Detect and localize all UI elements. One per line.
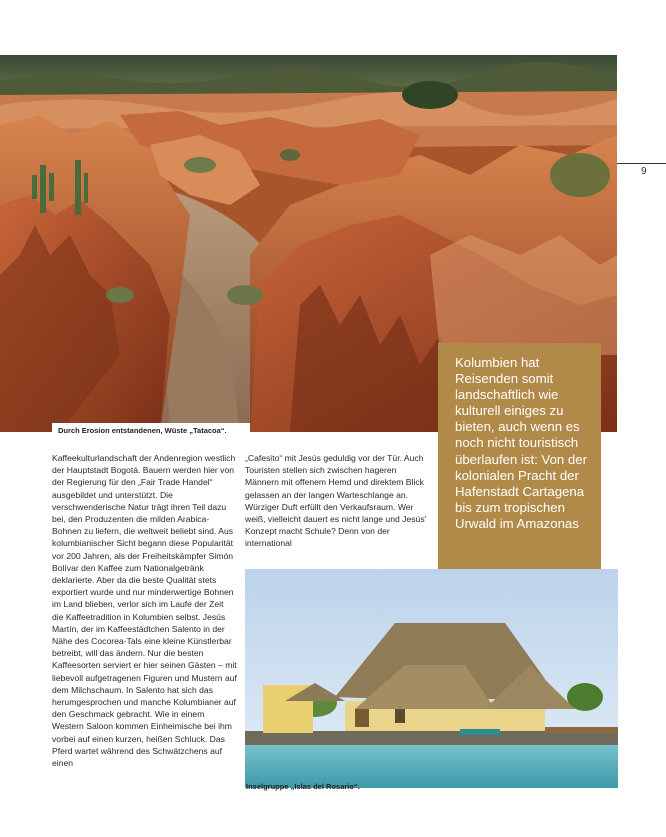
island-hut-illustration <box>245 569 618 788</box>
page-number: 9 <box>641 166 647 177</box>
body-paragraph-left: Kaffeekulturlandschaft der Andenregion westlich der Hauptstadt Bogotá. Bauern werden hier von der Regierung für den „Fair Trade Handel“ ausgebildet und unterstützt. Die verschwenderische Natur trägt ihren Teil dazu bei, den Produzenten die milden Arabica-Bohnen zu liefern, die weltweit beliebt sind. Aus kolumbianischer Sicht begann diese Popularität vor 200 Jahren, als der Freiheitskämpfer Simón Bolívar den Kaffee zum Nationalgetränk deklarierte. Aber da die beste Qualität stets exportiert wurde und nur minderwertige Bohnen im Land blieben, verlor sich im Laufe der Zeit die Kaffeetradition in Kolumbien selbst. Jesús Martín, der im Kaffeestädtchen Salento in der Nähe des Cocorea-Tals eine kleine Künstlerbar betreibt, will das ändern. Nur die besten Kaffeesorten serviert er hier seinen Gästen – mit liebevoll aufgetragenen Figuren und Mustern auf dem Milchschaum. In Salento hat sich das herumgesprochen und manche Kolumbianer auf den Geschmack gebracht. Wie in einem Western Saloon kommen Einheimische bei ihm vorbei auf einen kurzen, heißen Schluck. Das Pferd wartet während des Schwätzchens auf einen <box>52 453 237 769</box>
pull-quote-text: Kolumbien hat Reisenden somit landschaftlich wie kulturell einiges zu bieten, auch wenn es noch nicht touristisch überlaufen ist: Von der kolonialen Pracht der Hafenstadt Cartagena bis zum tropischen Urwald im Amazonas <box>455 355 587 531</box>
body-text-middle-column <box>245 452 430 550</box>
photo2-caption: Inselgruppe „Islas del Rosario“. <box>246 782 360 791</box>
hero-photo-caption: Durch Erosion entstandenen, Wüste „Tatacoa“. <box>52 423 250 437</box>
pull-quote-box <box>438 343 601 593</box>
body-text-left-column <box>52 452 237 769</box>
page-number-rule <box>617 163 666 164</box>
photo-islas-del-rosario <box>245 569 618 788</box>
body-paragraph-middle: „Cafesito“ mit Jesús geduldig vor der Tür. Auch Touristen stellen sich zwischen hageren Männern mit offenem Hemd und direktem Blick gelassen an der langen Warteschlange an. Würziger Duft erfüllt den Verkaufsraum. Wer weiß, vielleicht dauert es nicht lange und Jesús' Konzept macht Schule? Denn von der international <box>245 453 427 549</box>
